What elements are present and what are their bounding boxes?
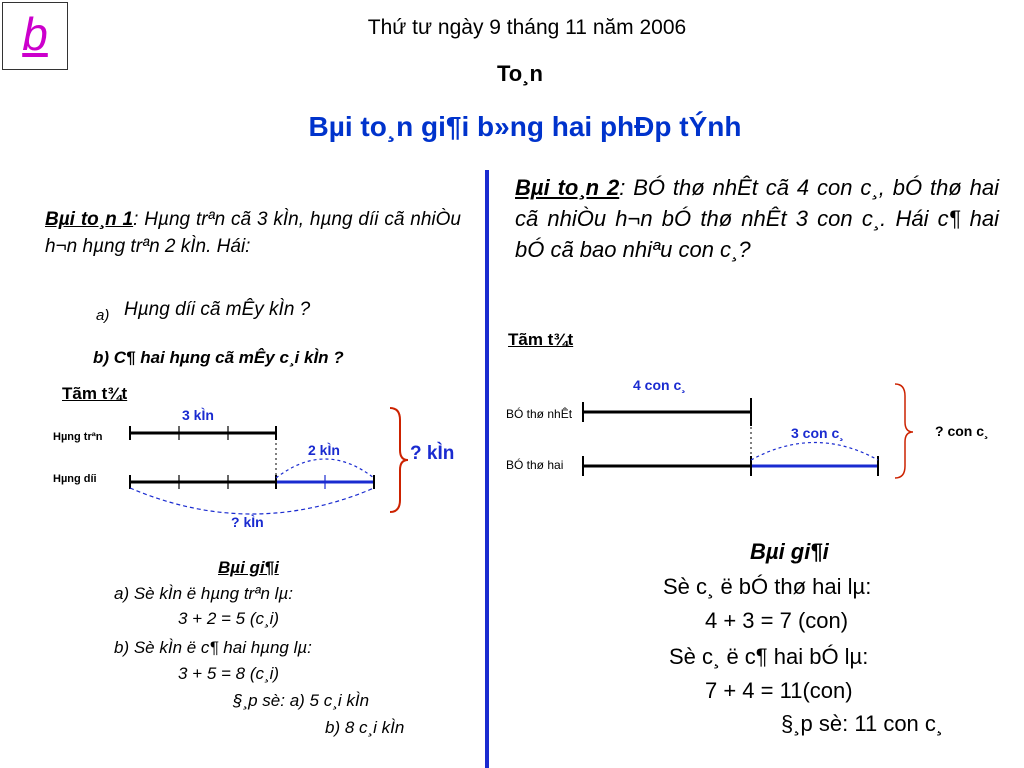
problem2-brace [895, 384, 913, 478]
problem1-a-marker: a) [96, 307, 110, 324]
problem2-seg-extra-label: 3 con c¸ [791, 425, 844, 441]
problem2-row-bottom: BÓ thø hai [506, 458, 564, 472]
problem1-solution-line: 3 + 5 = 8 (c¸i) [178, 664, 280, 683]
problem2-label: Bµi to¸n 2 [515, 175, 620, 200]
problem1-text: : Hµng trªn cã 3 kÌn, hµng díi cã nhiÒu h¬n hµng trªn 2 kÌn. Hái: [45, 209, 461, 257]
problem1-question-a: Hµng díi cã mÊy kÌn ? [124, 299, 311, 320]
problem2-answer: §¸p sè: 11 con c¸ [781, 711, 944, 736]
problem1-row-top: Hµng trªn [53, 431, 103, 443]
lesson-title: Bµi to¸n gi¶i b»ng hai phÐp tÝnh [308, 111, 742, 142]
problem2-seg-top-label: 4 con c¸ [633, 377, 686, 393]
problem2-summary-title: Tãm t¾t [508, 330, 574, 349]
problem2-solution-line: 7 + 4 = 11(con) [705, 678, 853, 703]
problem2-solution-title: Bµi gi¶i [750, 539, 829, 564]
problem2-solution-line: 4 + 3 = 7 (con) [705, 608, 849, 633]
problem1-answer-b: b) 8 c¸i kÌn [325, 718, 405, 737]
problem2-total-label: ? con c¸ [935, 423, 989, 439]
problem1-bottom-label: ? kÌn [231, 514, 264, 530]
problem2-row-top: BÓ thø nhÊt [506, 407, 573, 421]
problem1-solution-line: b) Sè kÌn ë c¶ hai hµng lµ: [114, 638, 312, 657]
problem1-summary-title: Tãm t¾t [62, 384, 128, 403]
problem2-extra-arc [751, 443, 878, 461]
problem2-text: : BÓ thø nhÊt cã 4 con c¸, bÓ thø hai cã nhiÒu h¬n bÓ thø nhÊt 3 con c¸. Hái c¶ hai bÓ cã bao nhiªu con c¸? [515, 175, 999, 262]
date-heading: Thứ tư ngày 9 tháng 11 năm 2006 [367, 16, 687, 39]
problem1-answer-a: §¸p sè: a) 5 c¸i kÌn [233, 691, 370, 710]
problem1-solution-title: Bµi gi¶i [218, 558, 279, 577]
problem1-solution-line: 3 + 2 = 5 (c¸i) [178, 609, 280, 628]
problem1-label: Bµi to¸n 1 [45, 209, 134, 230]
problem1-question-b: b) C¶ hai hµng cã mÊy c¸i kÌn ? [93, 348, 344, 367]
problem2-solution-line: Sè c¸ ë c¶ hai bÓ lµ: [669, 644, 869, 669]
problem2-solution-line: Sè c¸ ë bÓ thø hai lµ: [663, 574, 872, 599]
problem1-total-label: ? kÌn [410, 443, 455, 464]
subject-heading: To¸n [496, 61, 543, 86]
logo-letter: b [22, 8, 48, 60]
problem1-seg-top-label: 3 kÌn [182, 407, 214, 423]
problem1-solution-line: a) Sè kÌn ë hµng trªn lµ: [114, 584, 293, 603]
problem1-row-bottom: Hµng díi [53, 473, 97, 485]
problem1-seg-extra-label: 2 kÌn [308, 442, 340, 458]
